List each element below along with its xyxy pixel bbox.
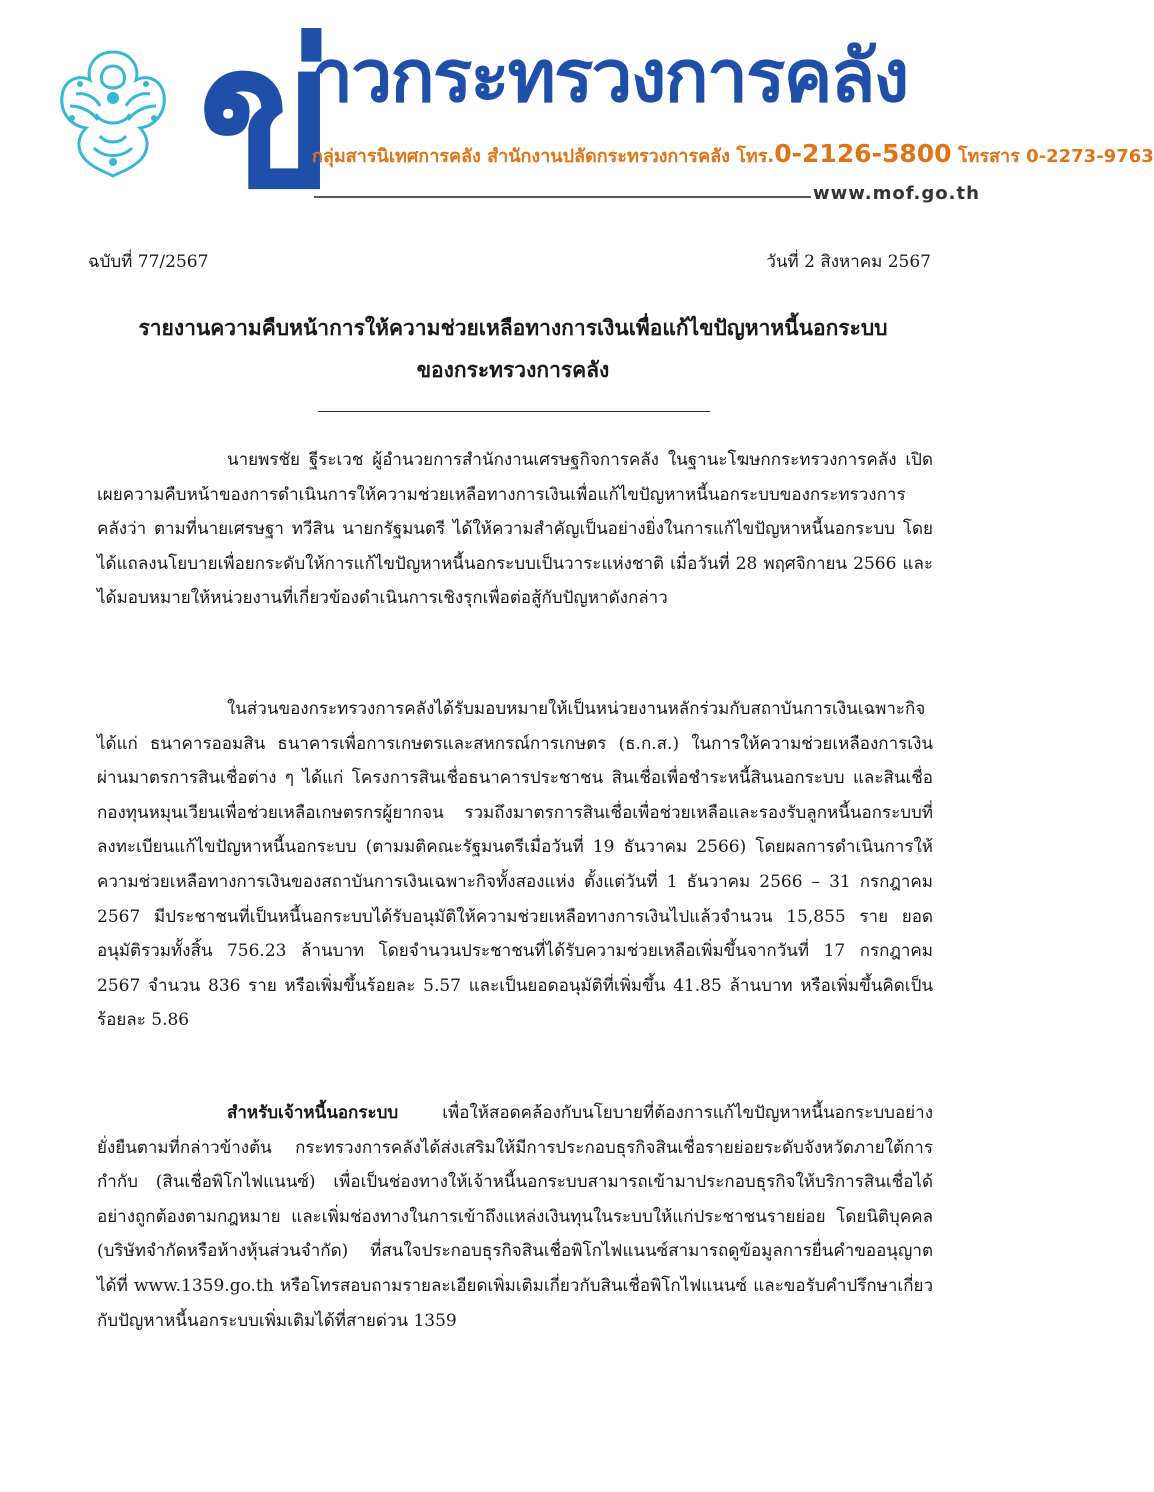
document-title-line-1: รายงานความคืบหน้าการให้ความช่วยเหลือทางการเงินเพื่อแก้ไขปัญหาหนี้นอกระบบ — [138, 315, 888, 340]
contact-fax-label: โทรสาร — [957, 146, 1020, 167]
masthead-contact-line — [312, 141, 1154, 170]
document-title-line-2: ของกระทรวงการคลัง — [416, 357, 610, 382]
issue-number: ฉบับที่ 77/2567 — [88, 252, 209, 272]
paragraph-3 — [97, 1096, 933, 1338]
contact-phone: 0-2126-5800 — [774, 139, 952, 168]
masthead-website[interactable]: www.mof.go.th — [813, 183, 980, 204]
masthead-title: าวกระทรวงการคลัง — [312, 34, 908, 118]
issue-date: วันที่ 2 สิงหาคม 2567 — [766, 252, 931, 272]
title-underline — [318, 411, 710, 412]
contact-fax: 0-2273-9763 — [1026, 146, 1154, 167]
garuda-emblem-logo — [56, 44, 170, 184]
masthead-big-letter — [198, 1, 335, 234]
paragraph-3-body: เพื่อให้สอดคล้องกับนโยบายที่ต้องการแก้ไขปัญหาหนี้นอกระบบอย่างยั่งยืนตามที่กล่าวข้างต้น กระทรวงการคลังได้ส่งเสริมให้มีการประกอบธุรกิจสินเชื่อรายย่อยระดับจังหวัดภายใต้การกำกับ (สินเชื่อพิโกไฟแนนซ์) เพื่อเป็นช่องทางให้เจ้าหนี้นอกระบบสามารถเข้ามาประกอบธุรกิจให้บริการสินเชื่อได้อย่างถูกต้องตามกฎหมาย และเพิ่มช่องทางในการเข้าถึงแหล่งเงินทุนในระบบให้แก่ประชาชนรายย่อย โดยนิติบุคคล (บริษัทจำกัดหรือห้างหุ้นส่วนจำกัด) ที่สนใจประกอบธุรกิจสินเชื่อพิโกไฟแนนซ์สามารถดูข้อมูลการยื่นคำขออนุญาตได้ที่ www.1359.go.th หรือโทรสอบถามรายละเอียดเพิ่มเติมเกี่ยวกับสินเชื่อพิโกไฟแนนซ์ และขอรับคำปรึกษาเกี่ยวกับปัญหาหนี้นอกระบบเพิ่มเติมได้ที่สายด่วน 1359 — [97, 1103, 933, 1331]
masthead-divider — [314, 196, 811, 198]
masthead-big-letter-text: ข่ — [198, 1, 335, 234]
paragraph-1: นายพรชัย ฐีระเวช ผู้อำนวยการสำนักงานเศรษฐกิจการคลัง ในฐานะโฆษกกระทรวงการคลัง เปิดเผยความคืบหน้าของการดำเนินการให้ความช่วยเหลือทางการเงินเพื่อแก้ไขปัญหาหนี้นอกระบบของกระทรวงการคลังว่า ตามที่นายเศรษฐา ทวีสิน นายกรัฐมนตรี ได้ให้ความสำคัญเป็นอย่างยิ่งในการแก้ไขปัญหาหนี้นอกระบบ โดยได้แถลงนโยบายเพื่อยกระดับให้การแก้ไขปัญหาหนี้นอกระบบเป็นวาระแห่งชาติ เมื่อวันที่ 28 พฤศจิกายน 2566 และได้มอบหมายให้หน่วยงานที่เกี่ยวข้องดำเนินการเชิงรุกเพื่อต่อสู้กับปัญหาดังกล่าว — [97, 450, 933, 609]
paragraph-2: ในส่วนของกระทรวงการคลังได้รับมอบหมายให้เป็นหน่วยงานหลักร่วมกับสถาบันการเงินเฉพาะกิจ ได้แก่ ธนาคารออมสิน ธนาคารเพื่อการเกษตรและสหกรณ์การเกษตร (ธ.ก.ส.) ในการให้ความช่วยเหลืองการเงินผ่านมาตรการสินเชื่อต่าง ๆ ได้แก่ โครงการสินเชื่อธนาคารประชาชน สินเชื่อเพื่อชำระหนี้สินนอกระบบ และสินเชื่อกองทุนหมุนเวียนเพื่อช่วยเหลือเกษตรกรผู้ยากจน รวมถึงมาตรการสินเชื่อเพื่อช่วยเหลือและรองรับลูกหนี้นอกระบบที่ลงทะเบียนแก้ไขปัญหาหนี้นอกระบบ (ตามมติคณะรัฐมนตรีเมื่อวันที่ 19 ธันวาคม 2566) โดยผลการดำเนินการให้ความช่วยเหลือทางการเงินของสถาบันการเงินเฉพาะกิจทั้งสองแห่ง ตั้งแต่วันที่ 1 ธันวาคม 2566 – 31 กรกฎาคม 2567 มีประชาชนที่เป็นหนี้นอกระบบได้รับอนุมัติให้ความช่วยเหลือทางการเงินไปแล้วจำนวน 15,855 ราย ยอดอนุมัติรวมทั้งสิ้น 756.23 ล้านบาท โดยจำนวนประชาชนที่ได้รับความช่วยเหลือเพิ่มขึ้นจากวันที่ 17 กรกฎาคม 2567 จำนวน 836 ราย หรือเพิ่มขึ้นร้อยละ 5.57 และเป็นยอดอนุมัติที่เพิ่มขึ้น 41.85 ล้านบาท หรือเพิ่มขึ้นคิดเป็นร้อยละ 5.86 — [97, 699, 933, 1031]
contact-prefix: กลุ่มสารนิเทศการคลัง สำนักงานปลัดกระทรวงการคลัง โทร. — [312, 146, 775, 167]
paragraph-3-lead: สำหรับเจ้าหนี้นอกระบบ — [227, 1103, 399, 1123]
